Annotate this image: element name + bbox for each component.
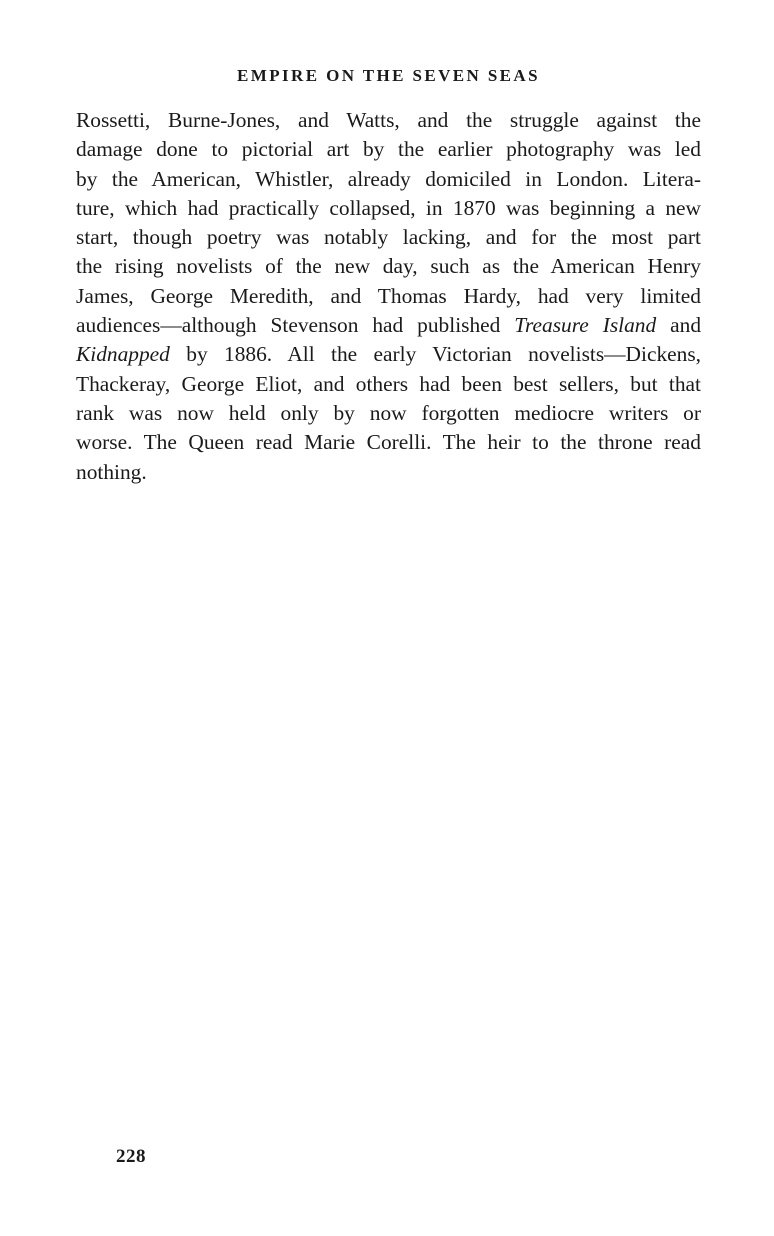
text-line-13: nothing. (76, 459, 147, 484)
text-line-8 (76, 311, 701, 340)
text-line-1: Rossetti, Burne-Jones, and Watts, and the struggle against the (76, 108, 701, 132)
text-line-12: worse. The Queen read Marie Corelli. The heir to the throne read (76, 430, 701, 455)
text-line-9-end: by 1886. All the early Victorian novelists—Dickens, (186, 342, 701, 367)
book-title-kidnapped: Kidnapped (76, 342, 170, 367)
text-line-4: ture, which had practically collapsed, in 1870 was beginning a new (76, 195, 701, 220)
text-line-10: Thackeray, George Eliot, and others had been best sellers, but that (76, 371, 701, 396)
text-line-5: start, though poetry was notably lacking, and for the most part (76, 225, 701, 250)
text-line-11: rank was now held only by now forgotten mediocre writers or (76, 400, 701, 425)
text-line-3: by the American, Whistler, already domiciled in London. Litera- (76, 166, 701, 191)
text-line-6: the rising novelists of the new day, such as the American Henry (76, 254, 701, 279)
book-title-treasure-island: Treasure Island (514, 313, 657, 338)
text-line-8-start: audiences—although Stevenson had published (76, 313, 501, 338)
text-line-8-end: and (670, 313, 702, 338)
running-head: EMPIRE ON THE SEVEN SEAS (237, 66, 540, 85)
page-number: 228 (116, 1146, 146, 1167)
text-line-9 (76, 340, 701, 369)
body-paragraph (76, 106, 701, 487)
text-line-2: damage done to pictorial art by the earlier photography was led (76, 137, 701, 162)
text-line-7: James, George Meredith, and Thomas Hardy, had very limited (76, 283, 701, 308)
